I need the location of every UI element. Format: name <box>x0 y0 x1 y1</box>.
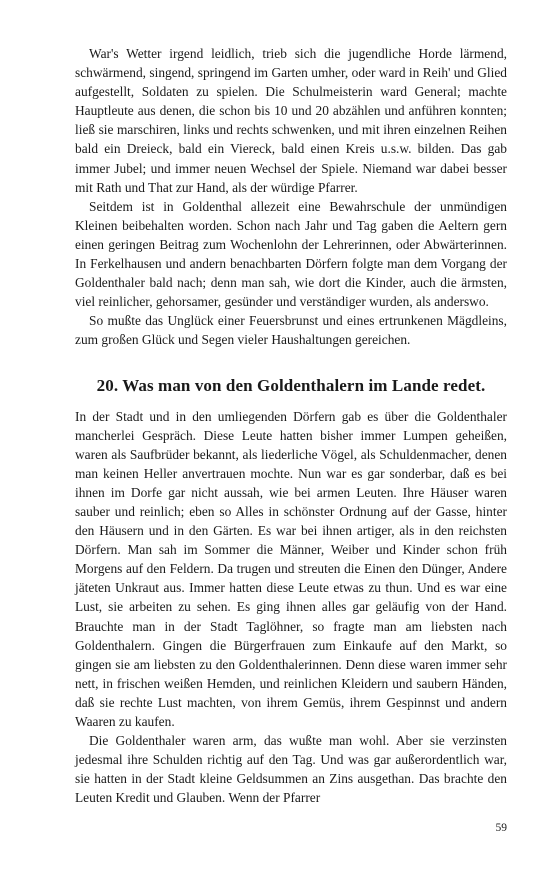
chapter-heading: 20. Was man von den Goldenthalern im Lande redet. <box>96 375 486 395</box>
page-body <box>75 44 507 807</box>
previous-section-text <box>75 44 507 350</box>
paragraph-arm-verzinsten: Die Goldenthaler waren arm, das wußte man wohl. Aber sie verzinsten jedesmal ihre Schulden richtig auf den Tag. Und was gar außerordentlich war, sie hatten in der Stadt kleine Geldsummen an Zins ausgethan. Das brachte den Leuten Kredit und Glauben. Wenn der Pfarrer <box>75 733 507 806</box>
chapter-text <box>75 407 507 808</box>
paragraph-bewahrschule: Seitdem ist in Goldenthal allezeit eine Bewahrschule der unmündigen Kleinen beibehalten worden. Schon nach Jahr und Tag gaben die Aeltern gern einen geringen Beitrag zum Wochenlohn der Lehrerinnen, oder Abwärterinnen. In Ferkelhausen und andern benachbarten Dörfern folgte man dem Vorgang der Goldenthaler bald nach; denn man sah, wie dort die Kinder, auch die ärmsten, viel reinlicher, gehorsamer, gesünder und verständiger wurden, als anderswo. <box>75 198 507 310</box>
paragraph-feuersbrunst: So mußte das Unglück einer Feuersbrunst und eines ertrunkenen Mägdleins, zum großen Glück und Segen vieler Haushaltungen gereichen. <box>75 313 507 348</box>
paragraph-gespraech: In der Stadt und in den umliegenden Dörfern gab es über die Goldenthaler mancherlei Gespräch. Diese Leute hatten bisher immer Lumpen geheißen, waren als Saufbrüder bekannt, als liederliche Vögel, als Schuldenmacher, denen man keinen Heller anvertrauen mochte. Nun war es gar sonderbar, daß es bei ihnen im Dorfe gar nicht aussah, wie bei armen Leuten. Ihre Häuser waren sauber und reinlich; eben so Alles in schönster Ordnung auf der Gasse, hinter den Häusern und in den Gärten. Es war bei ihnen artiger, als in den reichsten Dörfern. Man sah im Sommer die Männer, Weiber und Kinder schon früh Morgens auf den Feldern. Da trugen und streuten die Einen den Dünger, Andere jäteten Unkraut aus. Immer hatten diese Leute etwas zu thun. Und es war eine Lust, sie arbeiten zu sehen. Es ging ihnen alles gar geläufig von der Hand. Brauchte man in der Stadt Taglöhner, so fragte man am liebsten nach Goldenthalern. Gingen die Bürgerfrauen zum Einkaufe auf den Markt, so gingen sie am liebsten zu den Goldenthalerinnen. Denn diese waren immer sehr nett, in frischen weißen Hemden, und reinlichen Kleidern und saubern Händen, daß sie rechte Lust machten, von ihrem Gemüs, ihrem Gespinnst und andern Waaren zu kaufen. <box>75 408 507 729</box>
page-number: 59 <box>495 822 507 834</box>
paragraph-horde-games: War's Wetter irgend leidlich, trieb sich die jugendliche Horde lärmend, schwärmend, singend, springend im Garten umher, oder ward in Reih' und Glied aufgestellt, Soldaten zu spielen. Die Schulmeisterin ward General; machte Hauptleute aus denen, die schon bis 10 und 20 abzählen und anführen konnten; ließ sie marschiren, links und rechts schwenken, und mit ihren einzelnen Reihen bald ein Dreieck, bald ein Viereck, bald einen Kreis u.s.w. bilden. Das gab immer Jubel; und immer neuen Wechsel der Spiele. Niemand war dabei besser mit Rath und That zur Hand, als der würdige Pfarrer. <box>75 46 507 195</box>
